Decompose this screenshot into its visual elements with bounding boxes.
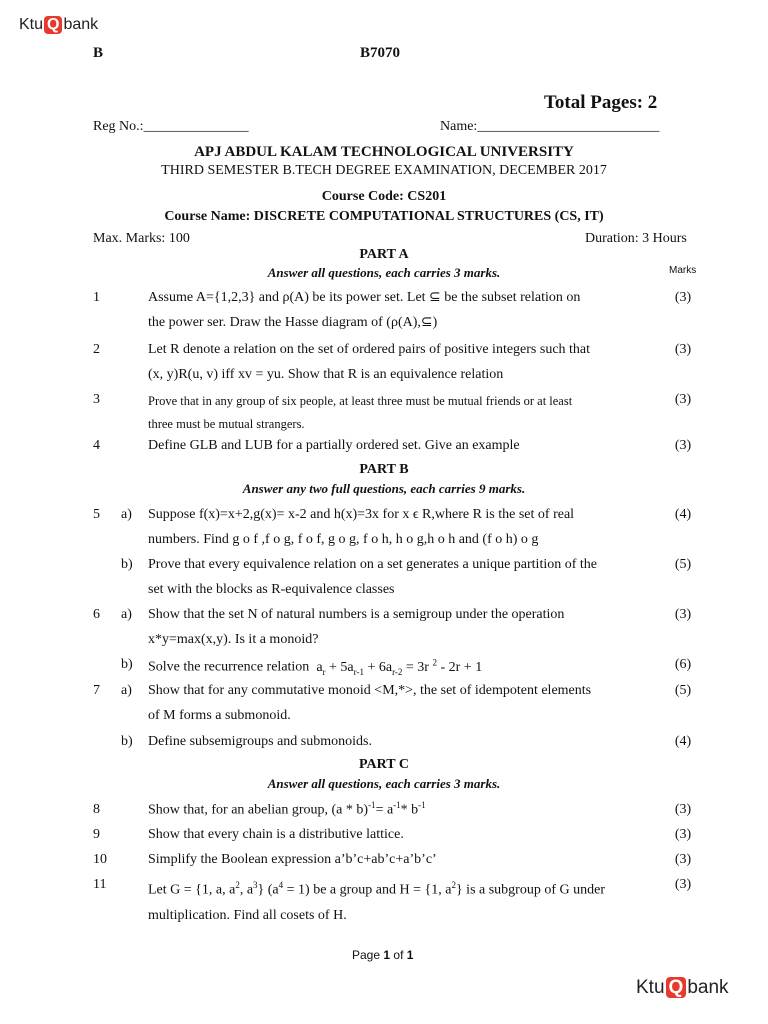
reg-no-line: _______________ [143,119,249,134]
question-marks: (4) [674,507,692,522]
reg-no-label: Reg No.: [93,119,144,134]
part-a-title: PART A [359,247,409,262]
question-number: 1 [93,290,100,305]
logo-text-right: bank [63,16,99,33]
part-b-instruction: Answer any two full questions, each carries 9 marks. [242,481,526,496]
question-number: 2 [93,342,100,357]
question-line: (x, y)R(u, v) iff xv = yu. Show that R is an equivalence relation [148,367,504,382]
question-line: set with the blocks as R-equivalence classes [148,582,395,597]
course-name: Course Name: DISCRETE COMPUTATIONAL STRUCTURES (CS, IT) [164,209,604,224]
logo-q-badge: Q [666,977,687,998]
question-line: three must be mutual strangers. [148,417,305,431]
question-line: x*y=max(x,y). Is it a monoid? [148,632,319,647]
question-text [148,285,660,335]
question-line: Assume A={1,2,3} and ρ(A) be its power set. Let ⊆ be the subset relation on [148,290,581,305]
university-name: APJ ABDUL KALAM TECHNOLOGICAL UNIVERSITY [194,144,574,160]
subquestion-label: b) [121,657,133,672]
question-line: numbers. Find g o f ,f o g, f o f, g o g, f o h, h o g,h o h and (f o h) o g [148,532,539,547]
question-line: Let R denote a relation on the set of ordered pairs of positive integers such that [148,342,591,357]
page-footer [352,948,413,962]
question-marks: (5) [674,683,692,698]
question-marks: (3) [674,392,692,407]
name-label: Name: [440,119,478,134]
question-number: 11 [93,877,107,892]
question-marks: (6) [674,657,692,672]
question-number: 5 [93,507,100,522]
ktuqbank-logo-top [19,16,98,34]
question-marks: (3) [674,802,692,817]
max-marks: Max. Marks: 100 [93,231,190,246]
question-line: Solve the recurrence relation [148,659,310,675]
question-marks: (3) [674,607,692,622]
question-text: Simplify the Boolean expression a’b’c+ab’c+a’b’c’ [148,852,437,867]
question-line: Suppose f(x)=x+2,g(x)= x-2 and h(x)=3x for x ϵ R,where R is the set of real [148,507,575,522]
question-marks: (3) [674,438,692,453]
course-code: Course Code: CS201 [321,189,447,204]
question-text: Show that, for an abelian group, $(a * b)^{-1}= a^{-1}*$ $b^{-1}$ [148,800,426,818]
question-number: 4 [93,438,100,453]
question-line: Prove that every equivalence relation on a set generates a unique partition of the [148,557,597,572]
page-number: 1 [383,948,391,962]
page-total: 1 [406,948,414,962]
name-line: __________________________ [477,119,660,134]
subquestion-label: b) [121,557,133,572]
question-line: Let G = {1, a, $a^2$, $a^3$} $(a^4 = 1)$ be a group and H = {1, $a^2$} is a subgroup of G under [148,880,605,898]
question-number: 10 [93,852,107,867]
reg-no-field [93,119,249,135]
of-word: of [393,948,404,962]
question-text [148,602,660,652]
question-number: 7 [93,683,100,698]
question-number: 8 [93,802,100,817]
name-field [440,119,659,135]
question-text: Define subsemigroups and submonoids. [148,734,372,749]
question-marks: (3) [674,827,692,842]
question-text [148,390,660,436]
question-text [148,678,660,728]
subquestion-label: a) [121,683,132,698]
question-number: 9 [93,827,100,842]
question-text: Show that every chain is a distributive lattice. [148,827,404,842]
exam-title: THIRD SEMESTER B.TECH DEGREE EXAMINATION, DECEMBER 2017 [161,163,607,178]
question-number: 6 [93,607,100,622]
question-line: multiplication. Find all cosets of H. [148,907,347,923]
part-a-instruction: Answer all questions, each carries 3 marks. [267,265,501,280]
question-number: 3 [93,392,100,407]
question-line: Show that the set N of natural numbers is a semigroup under the operation [148,607,565,622]
marks-header: Marks [669,265,697,276]
question-line: Prove that in any group of six people, at least three must be mutual friends or at least [148,394,573,408]
logo-text-left: Ktu [636,977,665,998]
duration: Duration: 3 Hours [585,231,687,246]
question-line: of M forms a submonoid. [148,708,291,723]
subquestion-label: a) [121,607,132,622]
subquestion-label: b) [121,734,133,749]
question-text [148,502,660,552]
part-b-title: PART B [359,462,409,477]
series-code: B [93,45,104,61]
question-marks: (5) [674,557,692,572]
subquestion-label: a) [121,507,132,522]
question-text [148,552,660,602]
question-line: the power ser. Draw the Hasse diagram of (ρ(A),⊆) [148,315,438,330]
part-c-title: PART C [359,757,409,772]
question-marks: (3) [674,852,692,867]
logo-text-left: Ktu [19,16,44,33]
recurrence-formula: $a_r + 5a_{r-1} + 6a_{r-2} = 3r$ $^2$ - 2r + 1 [316,657,483,677]
question-marks: (4) [674,734,692,749]
question-text [148,657,482,676]
question-text [148,337,660,387]
question-marks: (3) [674,342,692,357]
total-pages: Total Pages: 2 [544,92,658,113]
question-line: Show that, for an abelian group, (a * b) [148,802,369,818]
paper-code: B7070 [360,45,401,61]
question-line: Show that for any commutative monoid <M,*>, the set of idempotent elements [148,683,592,698]
page-word: Page [352,948,381,962]
question-marks: (3) [674,877,692,892]
question-text [148,873,605,928]
logo-text-right: bank [687,977,729,998]
logo-q-badge: Q [44,16,62,34]
ktuqbank-logo-bottom [636,977,729,999]
question-text: Define GLB and LUB for a partially ordered set. Give an example [148,438,520,453]
part-c-instruction: Answer all questions, each carries 3 marks. [267,776,501,791]
question-marks: (3) [674,290,692,305]
